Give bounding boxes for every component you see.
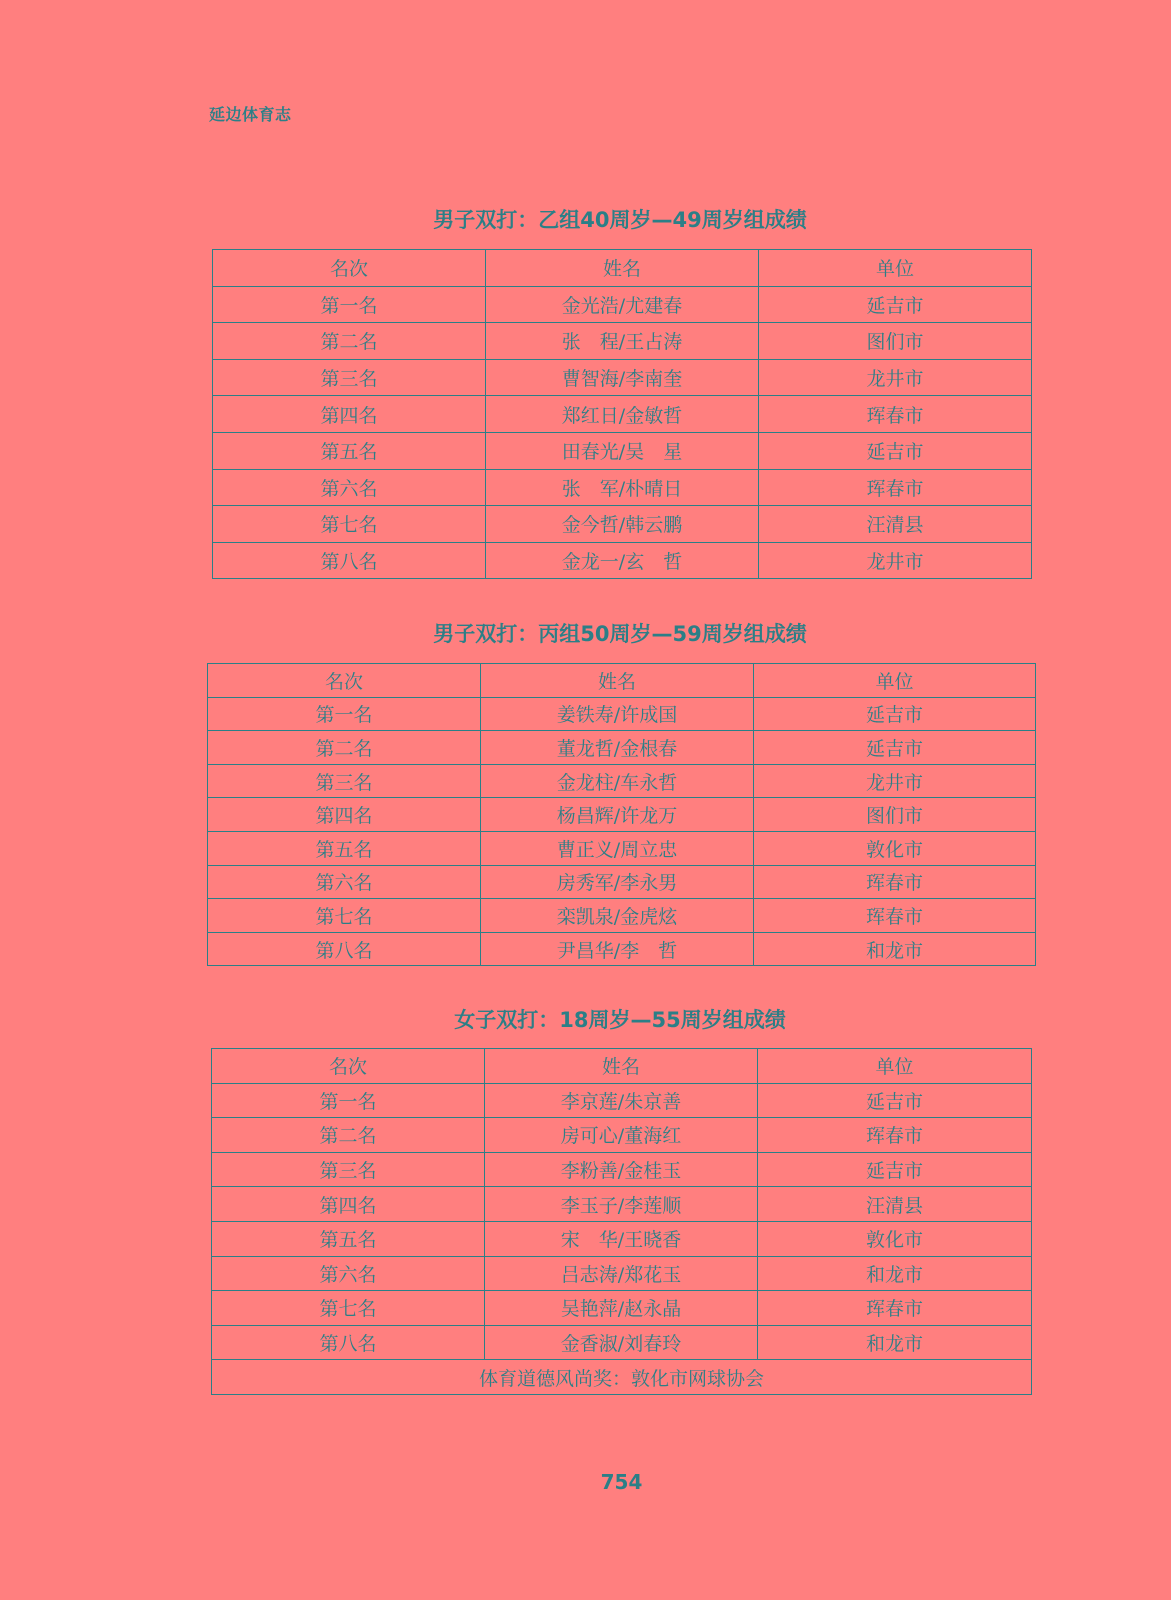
unit-cell: 和龙市 [758, 1256, 1032, 1291]
table-row [212, 1152, 1032, 1187]
name-cell: 房可心/董海红 [485, 1118, 758, 1153]
rank-cell: 第三名 [213, 359, 486, 396]
results-table-1 [212, 249, 1032, 579]
unit-cell: 龙井市 [759, 542, 1032, 579]
name-cell: 金今哲/韩云鹏 [486, 506, 759, 543]
unit-cell: 延吉市 [759, 432, 1032, 469]
name-cell: 金光浩/尤建春 [486, 286, 759, 323]
table-row [213, 432, 1032, 469]
unit-cell: 汪清县 [758, 1187, 1032, 1222]
unit-cell: 珲春市 [758, 1291, 1032, 1326]
table-row [213, 396, 1032, 433]
table-row [213, 469, 1032, 506]
name-cell: 尹昌华/李 哲 [481, 932, 754, 966]
unit-cell: 图们市 [754, 798, 1036, 832]
rank-cell: 第五名 [208, 831, 481, 865]
section-title-3: 女子双打：18周岁—55周岁组成绩 [454, 1008, 786, 1032]
name-cell: 李玉子/李莲顺 [485, 1187, 758, 1222]
table-row [212, 1291, 1032, 1326]
column-header-rank: 名次 [212, 1049, 485, 1084]
unit-cell: 延吉市 [759, 286, 1032, 323]
name-cell: 金龙柱/车永哲 [481, 764, 754, 798]
section-title-1: 男子双打：乙组40周岁—49周岁组成绩 [433, 208, 807, 232]
name-cell: 李粉善/金桂玉 [485, 1152, 758, 1187]
rank-cell: 第八名 [212, 1325, 485, 1360]
table-row [212, 1221, 1032, 1256]
name-cell: 张 军/朴晴日 [486, 469, 759, 506]
rank-cell: 第三名 [212, 1152, 485, 1187]
unit-cell: 珲春市 [759, 396, 1032, 433]
name-cell: 吴艳萍/赵永晶 [485, 1291, 758, 1326]
unit-cell: 敦化市 [754, 831, 1036, 865]
unit-cell: 图们市 [759, 323, 1032, 360]
results-table-3 [211, 1048, 1032, 1395]
column-header-name: 姓名 [486, 250, 759, 287]
table-row [208, 831, 1036, 865]
table-row [213, 506, 1032, 543]
name-cell: 金龙一/玄 哲 [486, 542, 759, 579]
name-cell: 李京莲/朱京善 [485, 1083, 758, 1118]
table-header-row [212, 1049, 1032, 1084]
table-row [213, 542, 1032, 579]
column-header-unit: 单位 [758, 1049, 1032, 1084]
running-head: 延边体育志 [209, 105, 292, 124]
unit-cell: 延吉市 [758, 1152, 1032, 1187]
name-cell: 张 程/王占涛 [486, 323, 759, 360]
name-cell: 吕志涛/郑花玉 [485, 1256, 758, 1291]
unit-cell: 珲春市 [754, 865, 1036, 899]
unit-cell: 延吉市 [754, 697, 1036, 731]
rank-cell: 第一名 [213, 286, 486, 323]
name-cell: 宋 华/王晓香 [485, 1221, 758, 1256]
unit-cell: 珲春市 [754, 899, 1036, 933]
rank-cell: 第五名 [213, 432, 486, 469]
results-table-2 [207, 663, 1036, 966]
table-header-row [208, 664, 1036, 698]
name-cell: 郑红日/金敏哲 [486, 396, 759, 433]
unit-cell: 延吉市 [754, 731, 1036, 765]
column-header-rank: 名次 [208, 664, 481, 698]
rank-cell: 第三名 [208, 764, 481, 798]
rank-cell: 第八名 [213, 542, 486, 579]
table-row [208, 899, 1036, 933]
name-cell: 姜铁寿/许成国 [481, 697, 754, 731]
name-cell: 杨昌辉/许龙万 [481, 798, 754, 832]
name-cell: 房秀军/李永男 [481, 865, 754, 899]
name-cell: 田春光/吴 星 [486, 432, 759, 469]
rank-cell: 第四名 [213, 396, 486, 433]
rank-cell: 第四名 [212, 1187, 485, 1222]
rank-cell: 第一名 [212, 1083, 485, 1118]
rank-cell: 第八名 [208, 932, 481, 966]
column-header-name: 姓名 [481, 664, 754, 698]
unit-cell: 珲春市 [758, 1118, 1032, 1153]
name-cell: 董龙哲/金根春 [481, 731, 754, 765]
rank-cell: 第七名 [212, 1291, 485, 1326]
table-header-row [213, 250, 1032, 287]
rank-cell: 第四名 [208, 798, 481, 832]
table-row [212, 1256, 1032, 1291]
unit-cell: 珲春市 [759, 469, 1032, 506]
unit-cell: 汪清县 [759, 506, 1032, 543]
table-row [208, 697, 1036, 731]
rank-cell: 第二名 [212, 1118, 485, 1153]
table-row [213, 359, 1032, 396]
table-row [212, 1083, 1032, 1118]
table-row [208, 865, 1036, 899]
rank-cell: 第五名 [212, 1221, 485, 1256]
column-header-name: 姓名 [485, 1049, 758, 1084]
column-header-unit: 单位 [759, 250, 1032, 287]
unit-cell: 龙井市 [754, 764, 1036, 798]
unit-cell: 和龙市 [758, 1325, 1032, 1360]
table-row [208, 798, 1036, 832]
table-row [208, 932, 1036, 966]
name-cell: 栾凯泉/金虎炫 [481, 899, 754, 933]
page-number: 754 [600, 1470, 643, 1494]
name-cell: 金香淑/刘春玲 [485, 1325, 758, 1360]
unit-cell: 龙井市 [759, 359, 1032, 396]
rank-cell: 第六名 [212, 1256, 485, 1291]
unit-cell: 和龙市 [754, 932, 1036, 966]
table-row [212, 1118, 1032, 1153]
table-row [208, 764, 1036, 798]
rank-cell: 第七名 [208, 899, 481, 933]
column-header-unit: 单位 [754, 664, 1036, 698]
column-header-rank: 名次 [213, 250, 486, 287]
rank-cell: 第二名 [213, 323, 486, 360]
unit-cell: 延吉市 [758, 1083, 1032, 1118]
name-cell: 曹智海/李南奎 [486, 359, 759, 396]
rank-cell: 第六名 [213, 469, 486, 506]
rank-cell: 第六名 [208, 865, 481, 899]
table-row [212, 1187, 1032, 1222]
rank-cell: 第一名 [208, 697, 481, 731]
unit-cell: 敦化市 [758, 1221, 1032, 1256]
section-title-2: 男子双打：丙组50周岁—59周岁组成绩 [433, 622, 807, 646]
rank-cell: 第七名 [213, 506, 486, 543]
table-row [213, 286, 1032, 323]
name-cell: 曹正义/周立忠 [481, 831, 754, 865]
sportsmanship-award-cell: 体育道德风尚奖：敦化市网球协会 [212, 1360, 1032, 1395]
table-row [212, 1325, 1032, 1360]
award-row [212, 1360, 1032, 1395]
rank-cell: 第二名 [208, 731, 481, 765]
table-row [208, 731, 1036, 765]
table-row [213, 323, 1032, 360]
